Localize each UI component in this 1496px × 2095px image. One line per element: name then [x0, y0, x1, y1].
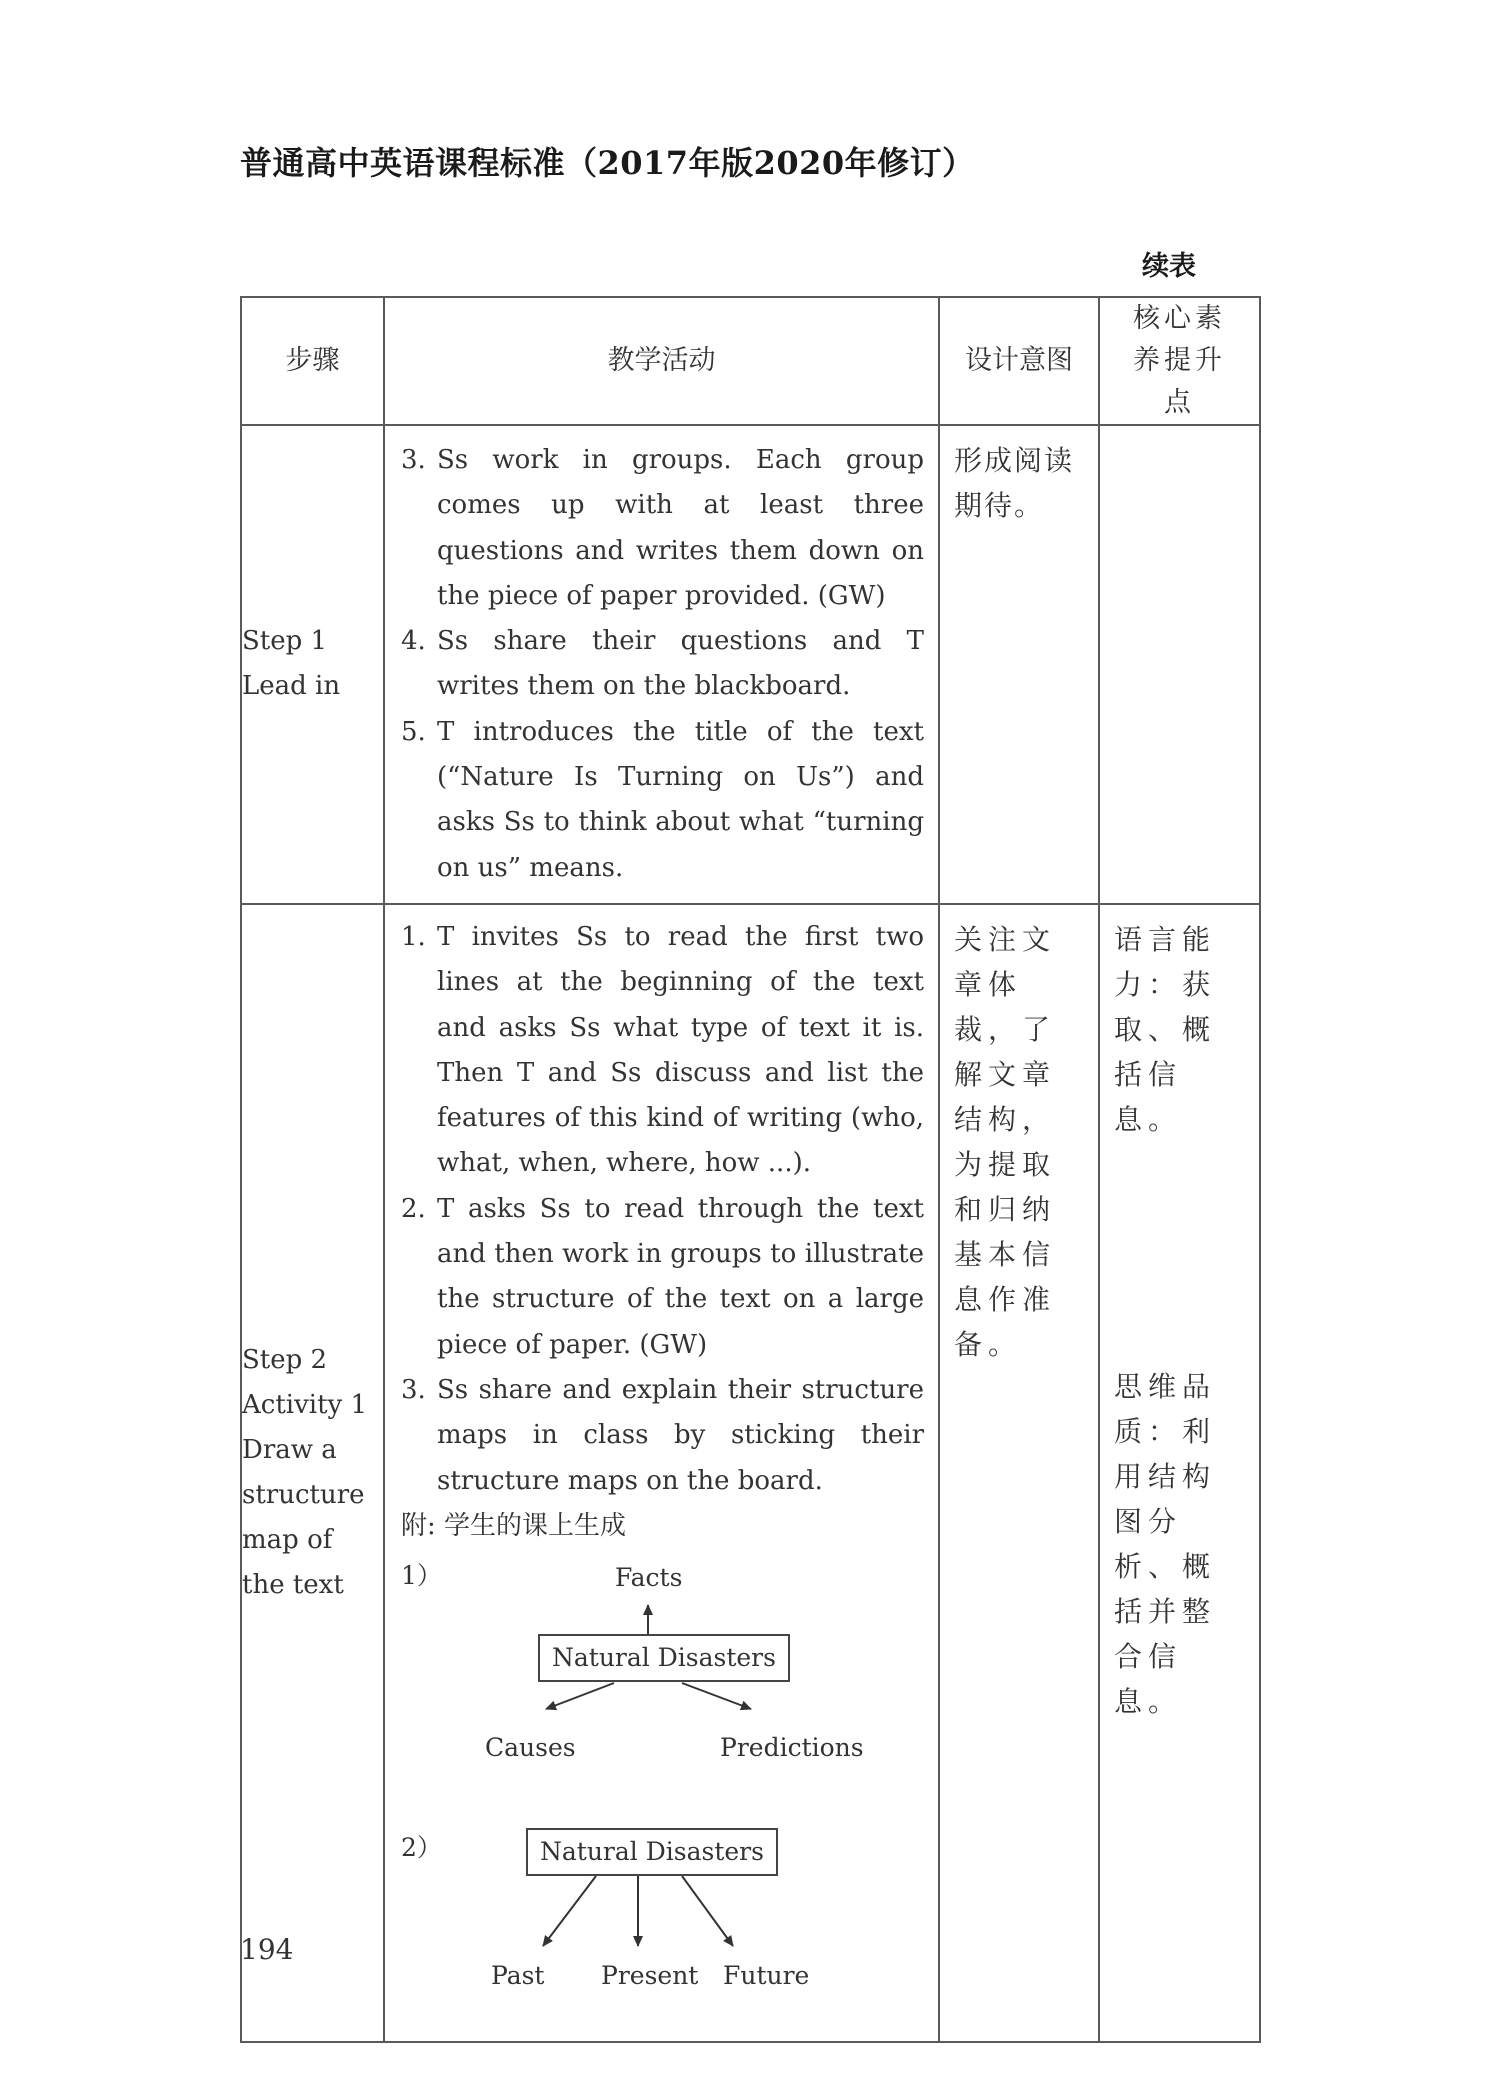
lesson-plan-table [240, 296, 1261, 2043]
column-header-step: 步骤 [241, 297, 384, 425]
step-line: structure [242, 1480, 365, 1511]
diagram-2-past-label: Past [491, 1961, 545, 1991]
page-number: 194 [240, 1933, 294, 1966]
design-intent-cell [939, 425, 1099, 904]
activity-item [401, 1368, 924, 1504]
step-line: Step 1 [242, 626, 328, 657]
step-line: the text [242, 1570, 344, 1601]
structure-diagrams [401, 1549, 924, 2029]
activity-number: 1. [401, 921, 426, 952]
diagram-1-center-box: Natural Disasters [538, 1634, 790, 1682]
design-intent-text: 关注文章体裁，了解文章结构，为提取和归纳基本信息作准备。 [954, 922, 1057, 1361]
diagram-2-present-label: Present [601, 1961, 699, 1991]
activity-text: Ss share their questions and T writes them on the blackboard. [437, 626, 924, 702]
activity-item [401, 619, 924, 710]
student-output-note: 附: 学生的课上生成 [401, 1510, 627, 1541]
arrow-to-future [682, 1876, 733, 1946]
activity-number: 3. [401, 1374, 426, 1405]
activity-number: 4. [401, 626, 426, 657]
page-header-title: 普通高中英语课程标准（2017年版2020年修订） [240, 144, 975, 182]
diagram-2-future-label: Future [723, 1961, 810, 1991]
activity-text: Ss work in groups. Each group comes up with at least three questions and writes them down on the piece of paper provided. (GW) [437, 445, 924, 611]
diagram-1-facts-label: Facts [615, 1563, 683, 1593]
continued-label: 续表 [1142, 251, 1196, 282]
activity-item [401, 438, 924, 619]
column-header-competencies: 核心素养提升点 [1099, 297, 1260, 425]
competency-thinking: 思维品质：利用结构图分析、概括并整合信息。 [1114, 1369, 1217, 1718]
diagram-1-number: 1） [401, 1561, 442, 1591]
diagram-2-center-box: Natural Disasters [526, 1828, 778, 1876]
activities-cell [384, 904, 939, 2042]
activity-number: 5. [401, 716, 426, 747]
step-line: map of [242, 1525, 333, 1556]
design-intent-text: 形成阅读期待。 [954, 444, 1075, 522]
activity-number: 3. [401, 445, 426, 475]
arrow-to-past [543, 1876, 596, 1946]
activity-text: Ss share and explain their structure maps in class by sticking their structure maps on the board. [437, 1374, 924, 1496]
table-row [241, 904, 1260, 2042]
activity-text: T asks Ss to read through the text and then work in groups to illustrate the structure of the text on a large piece of paper. (GW) [437, 1193, 924, 1360]
step-line: Lead in [242, 671, 341, 702]
diagram-1-causes-label: Causes [485, 1733, 576, 1763]
activity-item [401, 710, 924, 891]
competency-language: 语言能力：获取、概括信息。 [1114, 922, 1217, 1136]
step-cell [241, 425, 384, 904]
activity-item [401, 915, 924, 1187]
arrow-to-causes [546, 1683, 614, 1709]
diagram-1-predictions-label: Predictions [720, 1733, 864, 1763]
step-cell [241, 904, 384, 2042]
activity-text: T introduces the title of the text (“Nature Is Turning on Us”) and asks Ss to think about what “turning on us” means. [437, 716, 924, 883]
activity-number: 2. [401, 1193, 426, 1224]
column-header-design-intent: 设计意图 [939, 297, 1099, 425]
table-header-row [241, 297, 1260, 425]
step-line: Activity 1 [242, 1390, 368, 1421]
column-header-activities: 教学活动 [384, 297, 939, 425]
arrow-to-predictions [682, 1683, 751, 1709]
competency-cell [1099, 904, 1260, 2042]
table-row [241, 425, 1260, 904]
activities-cell [384, 425, 939, 904]
step-line: Step 2 [242, 1345, 328, 1376]
step-line: Draw a [242, 1435, 337, 1466]
design-intent-cell [939, 904, 1099, 2042]
activity-item [401, 1187, 924, 1368]
diagram-2-number: 2） [401, 1833, 442, 1863]
competency-cell [1099, 425, 1260, 904]
activity-text: T invites Ss to read the first two lines at the beginning of the text and asks Ss what type of text it is. Then T and Ss discuss and list the features of this kind of writing (who, what, when, where, how ...). [437, 921, 924, 1179]
